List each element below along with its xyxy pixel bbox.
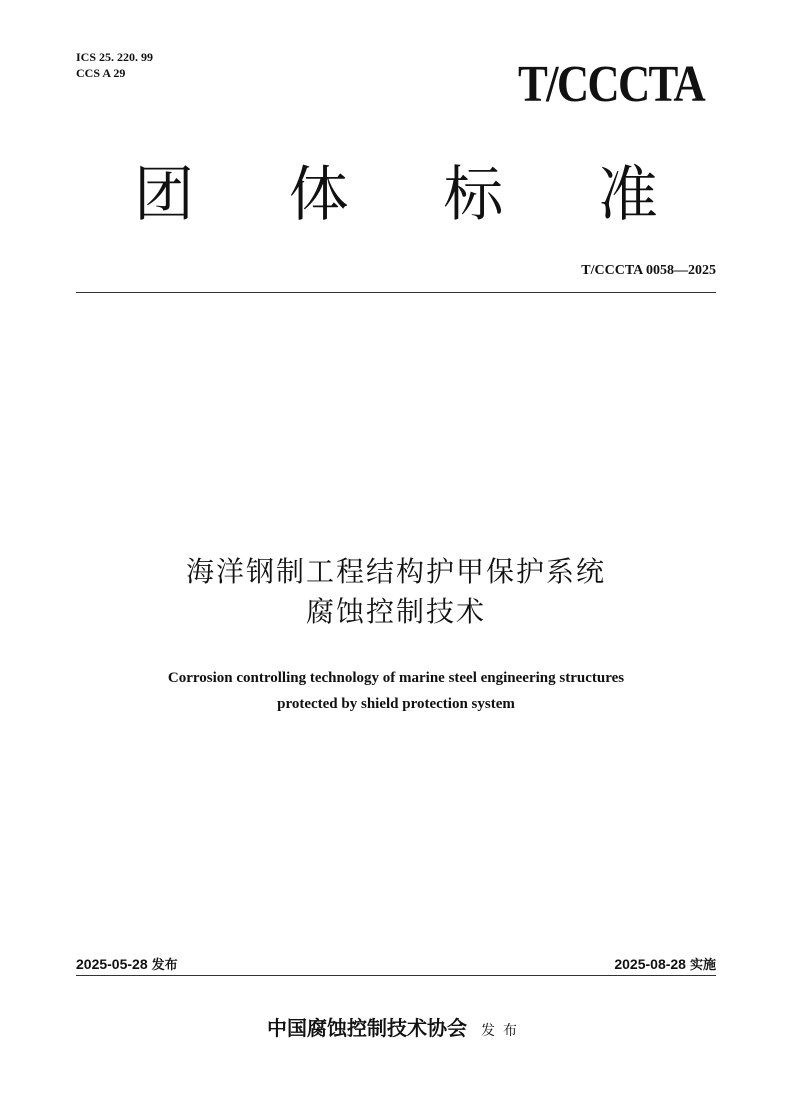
english-title-line-1: Corrosion controlling technology of marine steel engineering structures [167, 670, 625, 686]
publish-date-value: 2025-05-28 [76, 956, 148, 972]
standard-kind-heading [76, 160, 716, 230]
issuer-action: 发布 [481, 1023, 525, 1039]
standard-kind-char: 体 [288, 160, 349, 230]
standard-brand-logo: T/CCCTA [518, 56, 704, 113]
implement-label: 实施 [689, 958, 716, 973]
chinese-title-line-1: 海洋钢制工程结构护甲保护系统 [185, 555, 606, 588]
implement-date-value: 2025-08-28 [614, 956, 686, 972]
header-divider [76, 292, 716, 293]
footer-divider [76, 975, 716, 976]
chinese-title-line-2: 腐蚀控制技术 [305, 595, 486, 628]
standard-number: T/CCCTA 0058—2025 [581, 263, 716, 278]
ics-code: ICS 25. 220. 99 [76, 50, 154, 64]
publish-date [76, 955, 178, 975]
standard-kind-char: 团 [134, 160, 194, 230]
implement-date [614, 955, 716, 975]
publish-label: 发布 [151, 958, 178, 973]
issuer-name: 中国腐蚀控制技术协会 [267, 1016, 467, 1040]
standard-kind-char: 标 [443, 160, 504, 230]
english-title-line-2: protected by shield protection system [277, 696, 515, 712]
ccs-code: CCS A 29 [76, 66, 126, 80]
issuing-organization [76, 1014, 716, 1045]
standard-kind-char: 准 [597, 160, 658, 230]
